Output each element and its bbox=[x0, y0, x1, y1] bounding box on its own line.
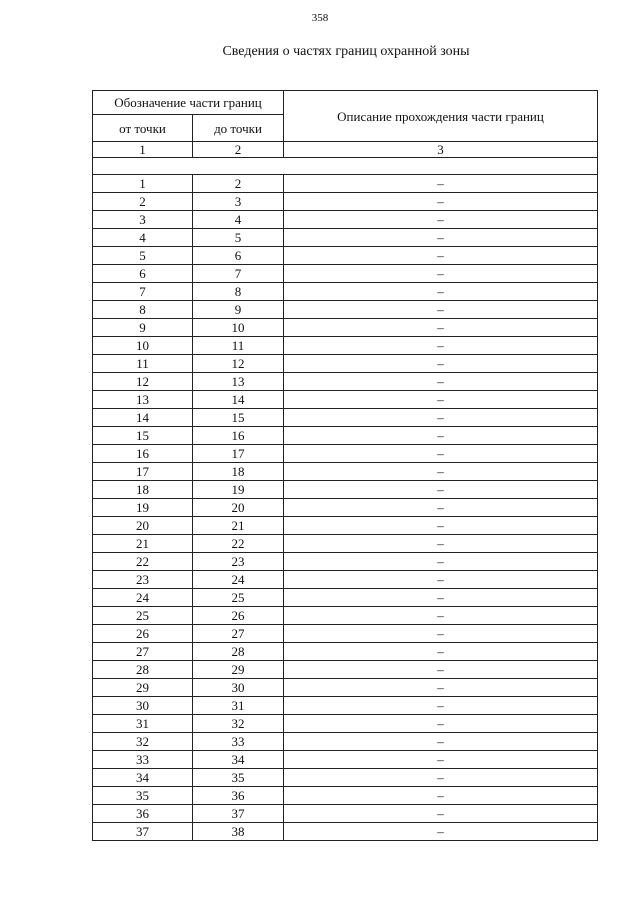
from-point-cell: 36 bbox=[93, 805, 193, 823]
description-cell: – bbox=[284, 751, 598, 769]
from-point-cell: 10 bbox=[93, 337, 193, 355]
table-row bbox=[93, 643, 598, 661]
from-point-cell: 16 bbox=[93, 445, 193, 463]
from-point-cell: 18 bbox=[93, 481, 193, 499]
to-point-cell: 2 bbox=[193, 175, 284, 193]
to-point-cell: 22 bbox=[193, 535, 284, 553]
description-cell: – bbox=[284, 409, 598, 427]
header-boundary-part: Обозначение части границ bbox=[93, 91, 284, 115]
description-cell: – bbox=[284, 265, 598, 283]
to-point-cell: 26 bbox=[193, 607, 284, 625]
to-point-cell: 23 bbox=[193, 553, 284, 571]
to-point-cell: 31 bbox=[193, 697, 284, 715]
to-point-cell: 3 bbox=[193, 193, 284, 211]
description-cell: – bbox=[284, 283, 598, 301]
table-row bbox=[93, 211, 598, 229]
description-cell: – bbox=[284, 679, 598, 697]
from-point-cell: 30 bbox=[93, 697, 193, 715]
description-cell: – bbox=[284, 535, 598, 553]
description-cell: – bbox=[284, 391, 598, 409]
table-row bbox=[93, 517, 598, 535]
table-row bbox=[93, 553, 598, 571]
description-cell: – bbox=[284, 517, 598, 535]
to-point-cell: 4 bbox=[193, 211, 284, 229]
column-number-3: 3 bbox=[284, 142, 598, 158]
to-point-cell: 24 bbox=[193, 571, 284, 589]
description-cell: – bbox=[284, 427, 598, 445]
table-row bbox=[93, 607, 598, 625]
description-cell: – bbox=[284, 463, 598, 481]
table-row bbox=[93, 805, 598, 823]
from-point-cell: 37 bbox=[93, 823, 193, 841]
column-number-1: 1 bbox=[93, 142, 193, 158]
table-row bbox=[93, 229, 598, 247]
from-point-cell: 17 bbox=[93, 463, 193, 481]
to-point-cell: 15 bbox=[193, 409, 284, 427]
header-description: Описание прохождения части границ bbox=[284, 91, 598, 142]
from-point-cell: 23 bbox=[93, 571, 193, 589]
to-point-cell: 34 bbox=[193, 751, 284, 769]
from-point-cell: 34 bbox=[93, 769, 193, 787]
description-cell: – bbox=[284, 481, 598, 499]
description-cell: – bbox=[284, 733, 598, 751]
from-point-cell: 24 bbox=[93, 589, 193, 607]
empty-cell bbox=[93, 158, 598, 175]
to-point-cell: 27 bbox=[193, 625, 284, 643]
to-point-cell: 13 bbox=[193, 373, 284, 391]
description-cell: – bbox=[284, 607, 598, 625]
to-point-cell: 10 bbox=[193, 319, 284, 337]
to-point-cell: 37 bbox=[193, 805, 284, 823]
table-row bbox=[93, 373, 598, 391]
description-cell: – bbox=[284, 697, 598, 715]
to-point-cell: 6 bbox=[193, 247, 284, 265]
from-point-cell: 35 bbox=[93, 787, 193, 805]
table-row bbox=[93, 697, 598, 715]
header-from-point: от точки bbox=[93, 115, 193, 142]
to-point-cell: 32 bbox=[193, 715, 284, 733]
description-cell: – bbox=[284, 661, 598, 679]
table-row bbox=[93, 337, 598, 355]
table-row bbox=[93, 625, 598, 643]
from-point-cell: 28 bbox=[93, 661, 193, 679]
to-point-cell: 16 bbox=[193, 427, 284, 445]
from-point-cell: 5 bbox=[93, 247, 193, 265]
table-row bbox=[93, 391, 598, 409]
description-cell: – bbox=[284, 337, 598, 355]
table-row bbox=[93, 301, 598, 319]
page-title: Сведения о частях границ охранной зоны bbox=[222, 44, 470, 59]
description-cell: – bbox=[284, 571, 598, 589]
from-point-cell: 25 bbox=[93, 607, 193, 625]
to-point-cell: 9 bbox=[193, 301, 284, 319]
table-row bbox=[93, 715, 598, 733]
from-point-cell: 4 bbox=[93, 229, 193, 247]
table-row bbox=[93, 823, 598, 841]
to-point-cell: 29 bbox=[193, 661, 284, 679]
header-row-group bbox=[93, 91, 598, 115]
description-cell: – bbox=[284, 373, 598, 391]
to-point-cell: 18 bbox=[193, 463, 284, 481]
to-point-cell: 25 bbox=[193, 589, 284, 607]
from-point-cell: 21 bbox=[93, 535, 193, 553]
description-cell: – bbox=[284, 211, 598, 229]
to-point-cell: 35 bbox=[193, 769, 284, 787]
from-point-cell: 6 bbox=[93, 265, 193, 283]
table-row bbox=[93, 751, 598, 769]
from-point-cell: 13 bbox=[93, 391, 193, 409]
column-number-row bbox=[93, 142, 598, 158]
from-point-cell: 3 bbox=[93, 211, 193, 229]
description-cell: – bbox=[284, 625, 598, 643]
description-cell: – bbox=[284, 643, 598, 661]
to-point-cell: 20 bbox=[193, 499, 284, 517]
table-row bbox=[93, 247, 598, 265]
table-row bbox=[93, 769, 598, 787]
from-point-cell: 11 bbox=[93, 355, 193, 373]
to-point-cell: 28 bbox=[193, 643, 284, 661]
from-point-cell: 32 bbox=[93, 733, 193, 751]
table-row bbox=[93, 499, 598, 517]
description-cell: – bbox=[284, 823, 598, 841]
from-point-cell: 31 bbox=[93, 715, 193, 733]
to-point-cell: 19 bbox=[193, 481, 284, 499]
description-cell: – bbox=[284, 715, 598, 733]
to-point-cell: 5 bbox=[193, 229, 284, 247]
to-point-cell: 7 bbox=[193, 265, 284, 283]
from-point-cell: 19 bbox=[93, 499, 193, 517]
description-cell: – bbox=[284, 445, 598, 463]
empty-row bbox=[93, 158, 598, 175]
boundary-table-body bbox=[93, 91, 598, 841]
description-cell: – bbox=[284, 229, 598, 247]
description-cell: – bbox=[284, 175, 598, 193]
description-cell: – bbox=[284, 499, 598, 517]
from-point-cell: 20 bbox=[93, 517, 193, 535]
description-cell: – bbox=[284, 319, 598, 337]
to-point-cell: 38 bbox=[193, 823, 284, 841]
description-cell: – bbox=[284, 355, 598, 373]
to-point-cell: 33 bbox=[193, 733, 284, 751]
from-point-cell: 22 bbox=[93, 553, 193, 571]
table-row bbox=[93, 409, 598, 427]
to-point-cell: 21 bbox=[193, 517, 284, 535]
table-row bbox=[93, 589, 598, 607]
to-point-cell: 30 bbox=[193, 679, 284, 697]
table-row bbox=[93, 679, 598, 697]
table-row bbox=[93, 355, 598, 373]
table-row bbox=[93, 733, 598, 751]
to-point-cell: 36 bbox=[193, 787, 284, 805]
from-point-cell: 9 bbox=[93, 319, 193, 337]
description-cell: – bbox=[284, 301, 598, 319]
from-point-cell: 26 bbox=[93, 625, 193, 643]
description-cell: – bbox=[284, 553, 598, 571]
from-point-cell: 12 bbox=[93, 373, 193, 391]
from-point-cell: 27 bbox=[93, 643, 193, 661]
table-row bbox=[93, 463, 598, 481]
table-row bbox=[93, 319, 598, 337]
description-cell: – bbox=[284, 769, 598, 787]
boundary-table bbox=[92, 90, 598, 841]
table-row bbox=[93, 175, 598, 193]
table-row bbox=[93, 427, 598, 445]
from-point-cell: 7 bbox=[93, 283, 193, 301]
from-point-cell: 33 bbox=[93, 751, 193, 769]
description-cell: – bbox=[284, 787, 598, 805]
table-row bbox=[93, 481, 598, 499]
to-point-cell: 14 bbox=[193, 391, 284, 409]
table-row bbox=[93, 283, 598, 301]
column-number-2: 2 bbox=[193, 142, 284, 158]
description-cell: – bbox=[284, 805, 598, 823]
from-point-cell: 29 bbox=[93, 679, 193, 697]
to-point-cell: 11 bbox=[193, 337, 284, 355]
page-number: 358 bbox=[311, 12, 329, 24]
description-cell: – bbox=[284, 247, 598, 265]
from-point-cell: 14 bbox=[93, 409, 193, 427]
table-row bbox=[93, 661, 598, 679]
to-point-cell: 12 bbox=[193, 355, 284, 373]
table-row bbox=[93, 571, 598, 589]
table-row bbox=[93, 265, 598, 283]
table-row bbox=[93, 535, 598, 553]
description-cell: – bbox=[284, 193, 598, 211]
table-row bbox=[93, 445, 598, 463]
table-row bbox=[93, 787, 598, 805]
to-point-cell: 17 bbox=[193, 445, 284, 463]
from-point-cell: 2 bbox=[93, 193, 193, 211]
table-row bbox=[93, 193, 598, 211]
from-point-cell: 15 bbox=[93, 427, 193, 445]
to-point-cell: 8 bbox=[193, 283, 284, 301]
description-cell: – bbox=[284, 589, 598, 607]
from-point-cell: 1 bbox=[93, 175, 193, 193]
from-point-cell: 8 bbox=[93, 301, 193, 319]
header-to-point: до точки bbox=[193, 115, 284, 142]
